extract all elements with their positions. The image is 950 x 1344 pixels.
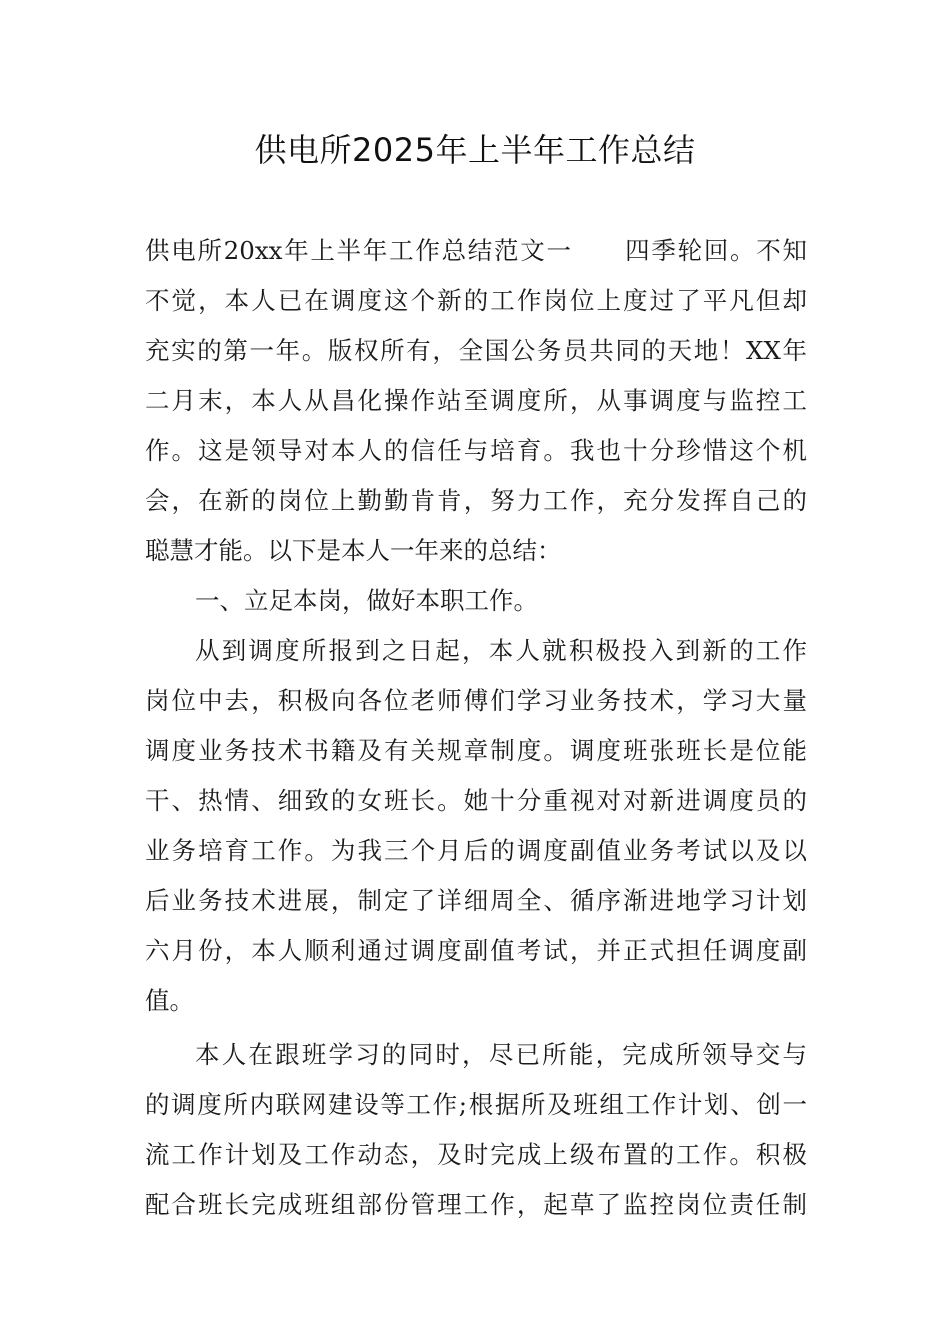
text-line: 岗位中去，积极向各位老师傅们学习业务技术，学习大量	[145, 686, 807, 715]
text-line: 本人在跟班学习的同时，尽已所能，完成所领导交与	[195, 1040, 807, 1069]
text-line: 供电所20xx年上半年工作总结范文一 四季轮回。不知	[145, 236, 807, 265]
text-line: 干、热情、细致的女班长。她十分重视对对新进调度员的	[145, 786, 807, 815]
text-line: 作。这是领导对本人的信任与培育。我也十分珍惜这个机	[145, 436, 807, 465]
document-title: 供电所2025年上半年工作总结	[254, 131, 696, 169]
text-line: 业务培育工作。为我三个月后的调度副值业务考试以及以	[145, 836, 807, 865]
text-line: 二月末，本人从昌化操作站至调度所，从事调度与监控工	[145, 386, 807, 415]
text-line: 后业务技术进展，制定了详细周全、循序渐进地学习计划	[145, 886, 807, 915]
section-heading: 一、立足本岗，做好本职工作。	[195, 586, 538, 615]
text-line: 流工作计划及工作动态，及时完成上级布置的工作。积极	[145, 1140, 807, 1169]
text-line: 值。	[145, 986, 194, 1015]
text-line: 聪慧才能。以下是本人一年来的总结：	[145, 536, 562, 565]
text-line: 从到调度所报到之日起，本人就积极投入到新的工作	[195, 636, 807, 665]
text-line: 会，在新的岗位上勤勤肯肯，努力工作，充分发挥自己的	[145, 486, 807, 515]
text-line: 配合班长完成班组部份管理工作，起草了监控岗位责任制	[145, 1190, 807, 1219]
text-line: 调度业务技术书籍及有关规章制度。调度班张班长是位能	[145, 736, 807, 765]
text-line: 充实的第一年。版权所有，全国公务员共同的天地！XX年	[145, 336, 807, 365]
text-line: 不觉，本人已在调度这个新的工作岗位上度过了平凡但却	[145, 286, 807, 315]
text-line: 六月份，本人顺利通过调度副值考试，并正式担任调度副	[145, 936, 807, 965]
document-body	[145, 226, 807, 1230]
text-line: 的调度所内联网建设等工作;根据所及班组工作计划、创一	[145, 1090, 807, 1119]
